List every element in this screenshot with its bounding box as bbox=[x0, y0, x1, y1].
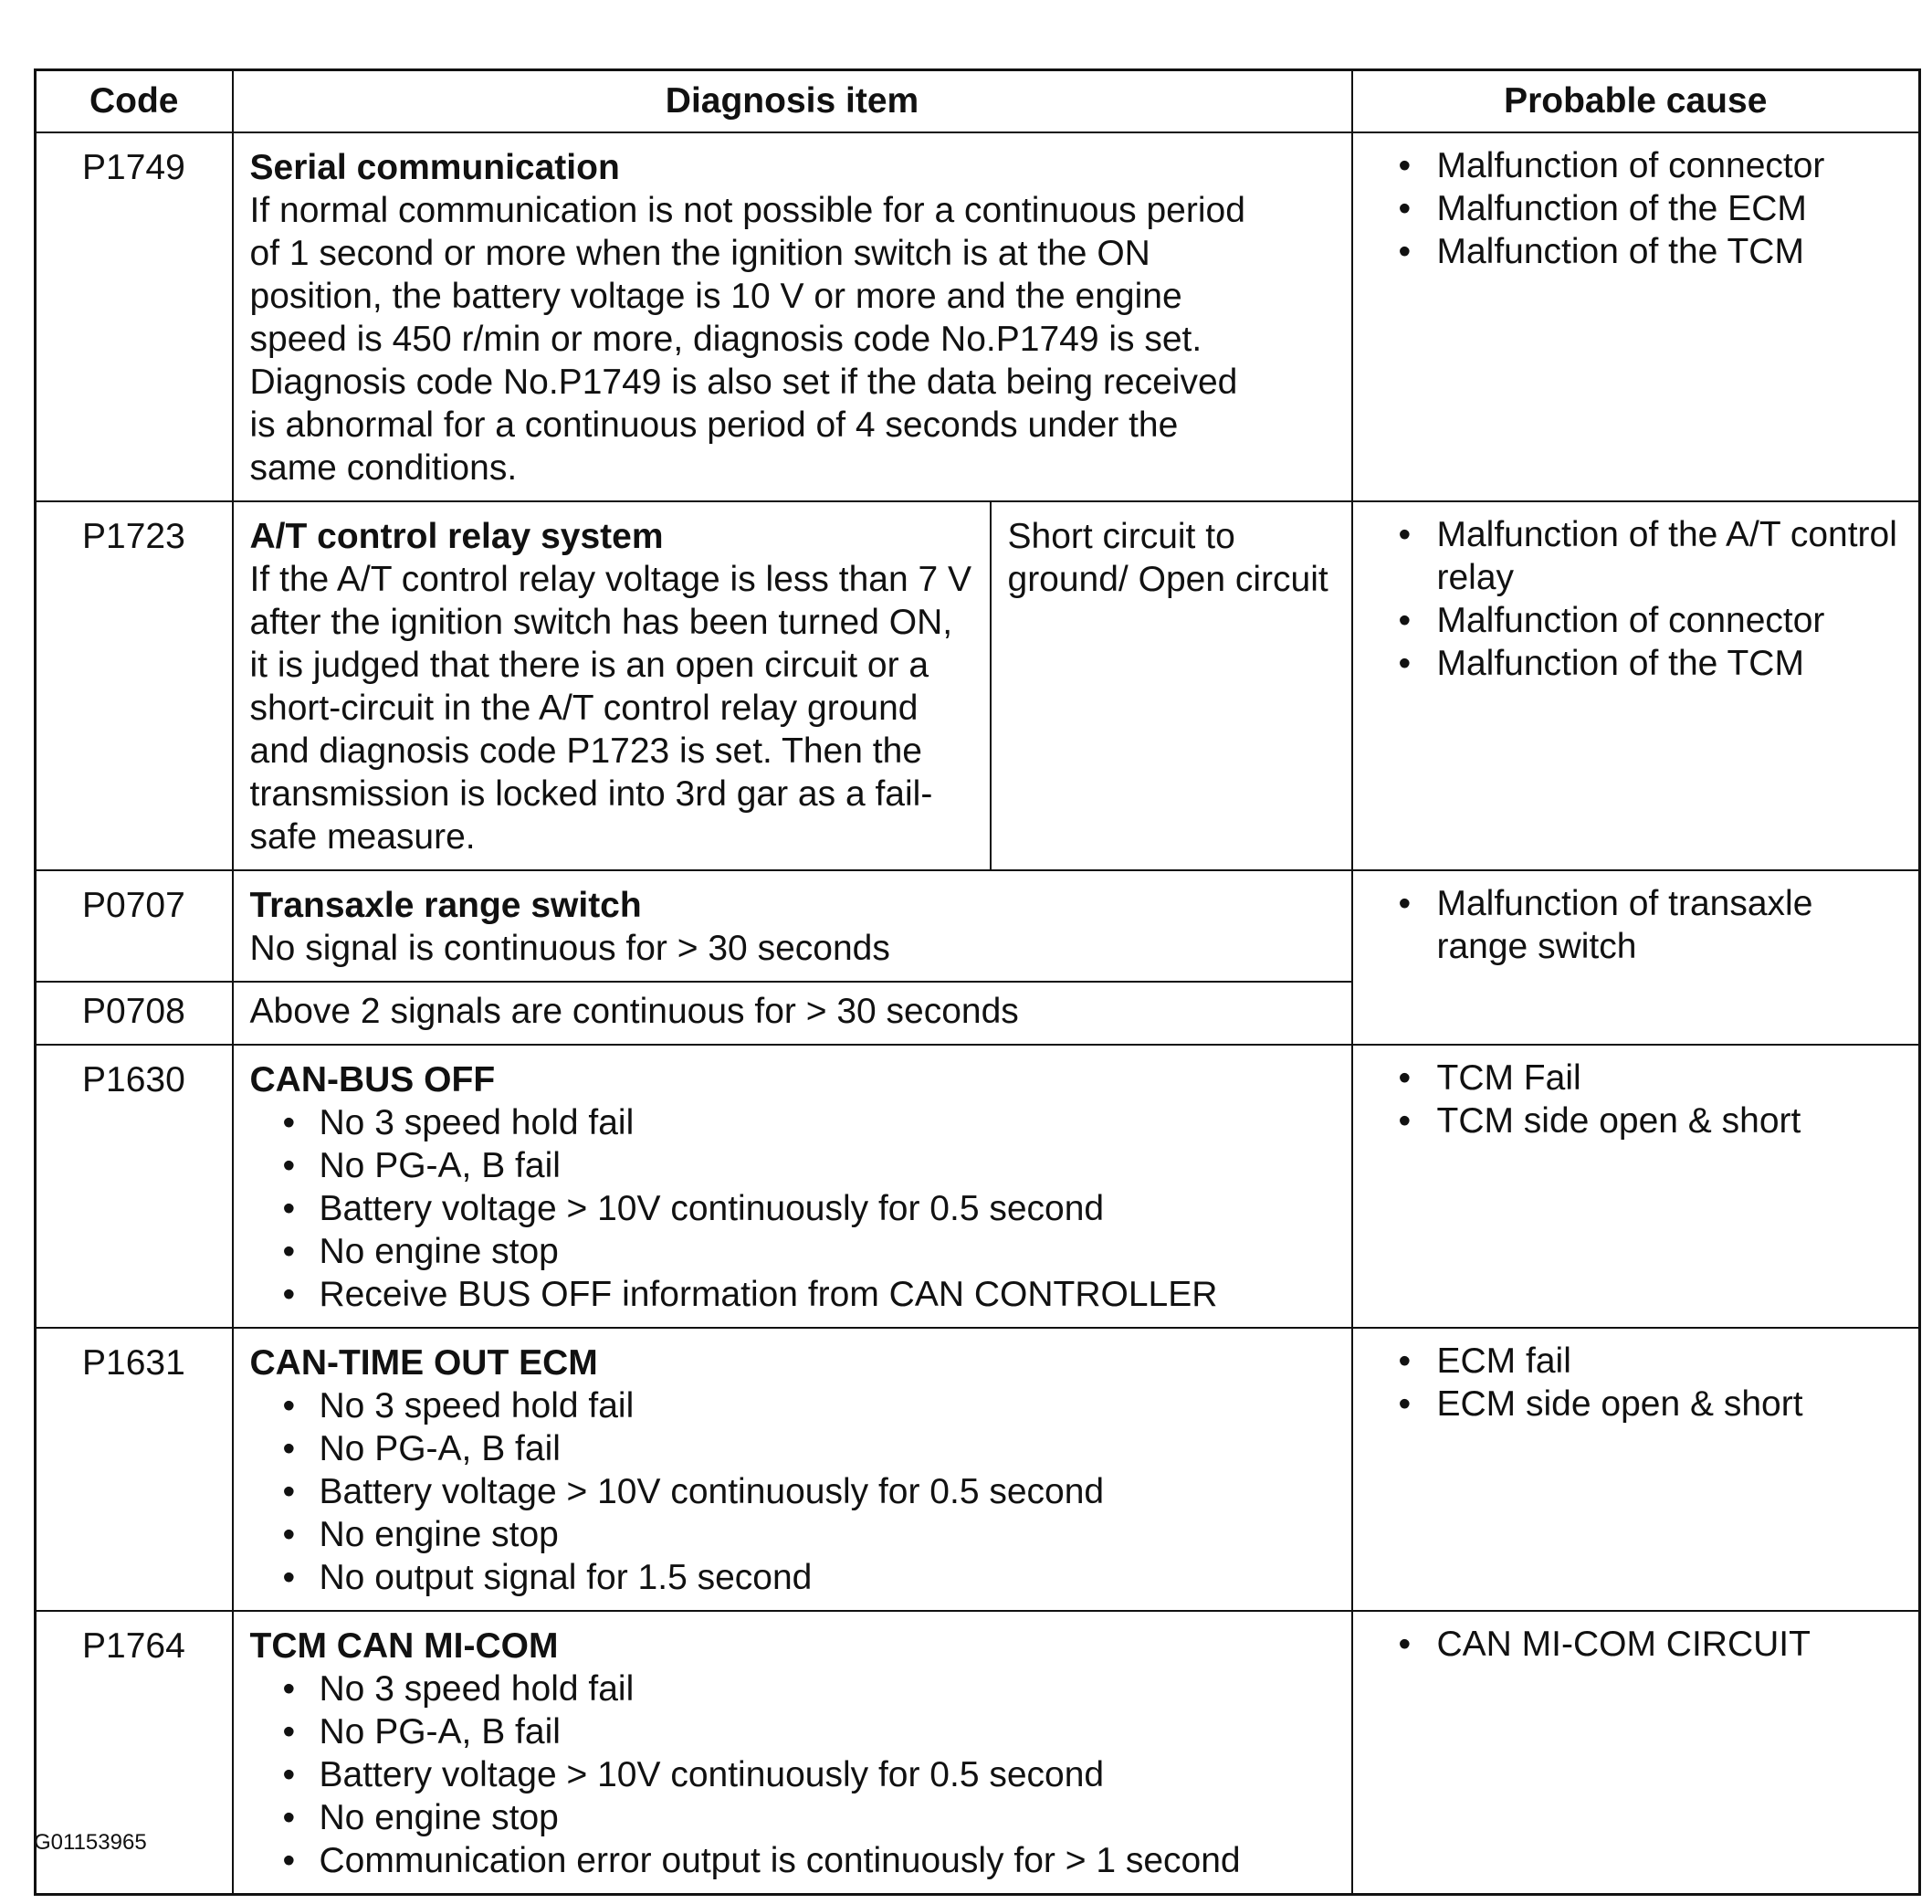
probable-cause-cell bbox=[1352, 1611, 1920, 1895]
cause-list bbox=[1399, 882, 1903, 968]
cause-item: • ECM fail bbox=[1399, 1340, 1903, 1383]
condition-item: • No 3 speed hold fail bbox=[283, 1667, 1335, 1710]
probable-cause-cell bbox=[1352, 132, 1920, 501]
condition-item: • Battery voltage > 10V continuously for 0.5 second bbox=[283, 1187, 1335, 1230]
diagnosis-item-cell bbox=[233, 132, 1352, 501]
cause-item: • Malfunction of the TCM bbox=[1399, 642, 1903, 685]
condition-item: • No output signal for 1.5 second bbox=[283, 1556, 1335, 1599]
item-title: A/T control relay system bbox=[249, 516, 664, 556]
code-cell: P1631 bbox=[36, 1328, 233, 1611]
probable-cause-cell bbox=[1352, 501, 1920, 870]
cause-list bbox=[1399, 513, 1903, 685]
cause-item: • Malfunction of the ECM bbox=[1399, 187, 1903, 230]
probable-cause-cell bbox=[1352, 1045, 1920, 1328]
item-description: If normal communication is not possible for a continuous period of 1 second or more when the ignition switch is at the ON position, the battery voltage is 10 V or more and the engine speed is 450 r/min or more, diagnosis code No.P1749 is set. Diagnosis code No.P1749 is also set if the data being received is abnormal for a continuous period of 4 seconds under the same conditions. bbox=[249, 190, 1245, 488]
cause-item: • ECM side open & short bbox=[1399, 1383, 1903, 1425]
diagnosis-item-cell bbox=[233, 982, 1352, 1045]
condition-cell: Short circuit to ground/ Open circuit bbox=[991, 501, 1352, 870]
diagnosis-item-cell bbox=[233, 501, 991, 870]
header-code: Code bbox=[36, 70, 233, 132]
code-cell: P1630 bbox=[36, 1045, 233, 1328]
item-title: TCM CAN MI-COM bbox=[249, 1625, 559, 1666]
table-row bbox=[36, 1611, 1920, 1895]
item-title: Serial communication bbox=[249, 147, 620, 187]
probable-cause-cell bbox=[1352, 870, 1920, 1045]
condition-list bbox=[250, 1384, 1335, 1599]
cause-list bbox=[1399, 1623, 1903, 1666]
condition-item: • No engine stop bbox=[283, 1513, 1335, 1556]
cause-item: • CAN MI-COM CIRCUIT bbox=[1399, 1623, 1903, 1666]
condition-list bbox=[250, 1667, 1335, 1882]
table-row bbox=[36, 132, 1920, 501]
table-row bbox=[36, 501, 1920, 870]
condition-item: • Battery voltage > 10V continuously for 0.5 second bbox=[283, 1753, 1335, 1796]
cause-item: • Malfunction of the A/T control relay bbox=[1399, 513, 1903, 599]
cause-item: • TCM Fail bbox=[1399, 1057, 1903, 1099]
condition-item: • No 3 speed hold fail bbox=[283, 1101, 1335, 1144]
code-cell: P0707 bbox=[36, 870, 233, 982]
cause-list bbox=[1399, 144, 1903, 273]
code-cell: P0708 bbox=[36, 982, 233, 1045]
cause-item: • TCM side open & short bbox=[1399, 1099, 1903, 1142]
diagnosis-item-cell bbox=[233, 1045, 1352, 1328]
code-cell: P1749 bbox=[36, 132, 233, 501]
item-description: If the A/T control relay voltage is less than 7 V after the ignition switch has been turned ON, it is judged that there is an open circuit or a short-circuit in the A/T control relay ground and diagnosis code P1723 is set. Then the transmission is locked into 3rd gar as a fail-safe measure. bbox=[249, 559, 972, 857]
cause-list bbox=[1399, 1340, 1903, 1425]
header-row bbox=[36, 70, 1920, 132]
cause-list bbox=[1399, 1057, 1903, 1142]
diagnosis-item-cell bbox=[233, 1611, 1352, 1895]
item-title: CAN-BUS OFF bbox=[249, 1059, 496, 1099]
table-row bbox=[36, 1328, 1920, 1611]
cause-item: • Malfunction of the TCM bbox=[1399, 230, 1903, 273]
code-cell: P1723 bbox=[36, 501, 233, 870]
diagnosis-item-cell bbox=[233, 870, 1352, 982]
header-diagnosis-item: Diagnosis item bbox=[233, 70, 1352, 132]
condition-item: • No 3 speed hold fail bbox=[283, 1384, 1335, 1427]
table-row bbox=[36, 1045, 1920, 1328]
condition-item: • No PG-A, B fail bbox=[283, 1710, 1335, 1753]
item-description: Above 2 signals are continuous for > 30 seconds bbox=[249, 991, 1019, 1031]
condition-item: • No engine stop bbox=[283, 1796, 1335, 1839]
condition-item: • No engine stop bbox=[283, 1230, 1335, 1273]
diagnosis-table bbox=[34, 68, 1921, 1896]
condition-item: • Battery voltage > 10V continuously for 0.5 second bbox=[283, 1470, 1335, 1513]
probable-cause-cell bbox=[1352, 1328, 1920, 1611]
condition-item: • Receive BUS OFF information from CAN CONTROLLER bbox=[283, 1273, 1335, 1316]
condition-list bbox=[250, 1101, 1335, 1316]
table-row bbox=[36, 870, 1920, 982]
condition-item: • Communication error output is continuously for > 1 second bbox=[283, 1839, 1335, 1882]
item-description: No signal is continuous for > 30 seconds bbox=[249, 928, 890, 968]
condition-item: • No PG-A, B fail bbox=[283, 1427, 1335, 1470]
header-probable-cause: Probable cause bbox=[1352, 70, 1920, 132]
item-title: CAN-TIME OUT ECM bbox=[249, 1342, 598, 1383]
figure-id: G01153965 bbox=[34, 1830, 147, 1855]
diagnosis-item-cell bbox=[233, 1328, 1352, 1611]
item-title: Transaxle range switch bbox=[249, 885, 642, 925]
cause-item: • Malfunction of transaxle range switch bbox=[1399, 882, 1903, 968]
condition-item: • No PG-A, B fail bbox=[283, 1144, 1335, 1187]
cause-item: • Malfunction of connector bbox=[1399, 599, 1903, 642]
code-cell: P1764 bbox=[36, 1611, 233, 1895]
cause-item: • Malfunction of connector bbox=[1399, 144, 1903, 187]
